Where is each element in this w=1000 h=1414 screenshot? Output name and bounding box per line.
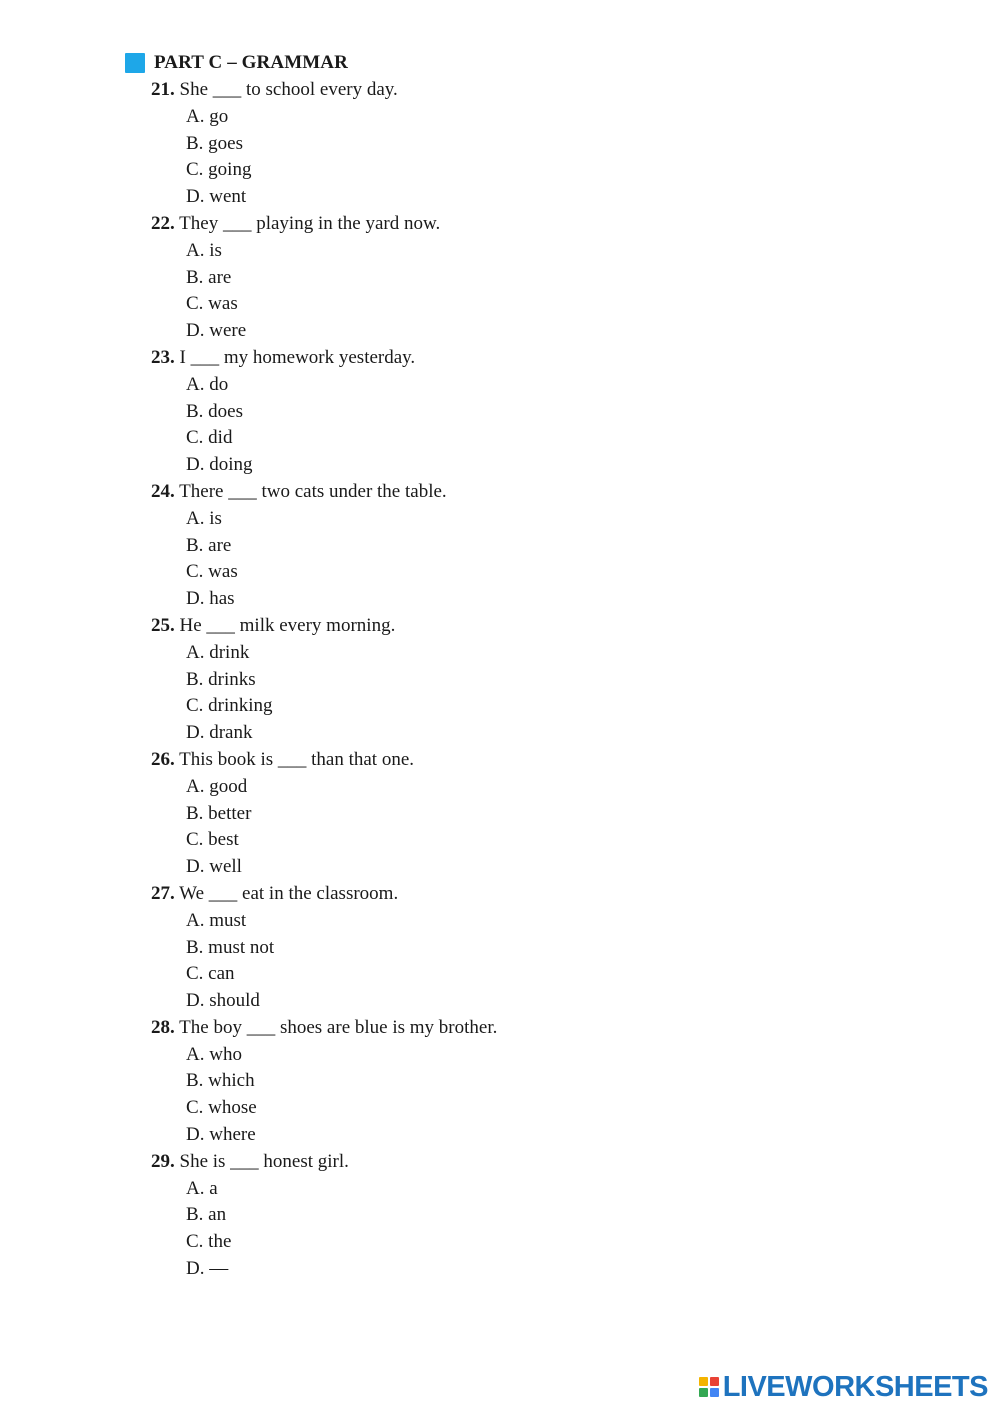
answer-option[interactable]: D. went [186,186,247,208]
question-21 [151,77,931,211]
answer-option[interactable]: A. good [186,775,248,797]
question-25 [151,613,931,747]
question-24 [151,479,931,613]
question-text: She ___ to school every day. [179,79,398,100]
answer-option[interactable]: D. well [186,856,242,878]
answer-option[interactable]: D. where [186,1124,256,1146]
answer-option[interactable]: C. was [186,293,238,315]
answer-option[interactable]: B. are [186,534,232,556]
logo-square-blue [710,1388,719,1397]
answer-option[interactable]: C. whose [186,1097,257,1119]
question-27 [151,881,931,1015]
question-29 [151,1149,931,1283]
answer-option[interactable]: D. should [186,990,260,1012]
answer-option[interactable]: A. who [186,1043,242,1065]
answer-option[interactable]: C. can [186,963,235,985]
answer-option[interactable]: A. do [186,373,229,395]
section-marker-icon [125,53,145,73]
question-line [151,479,931,506]
answer-option[interactable]: D. — [186,1258,229,1280]
answer-option[interactable]: A. is [186,239,222,261]
question-text: There ___ two cats under the table. [179,480,447,502]
question-text: The boy ___ shoes are blue is my brother. [179,1016,498,1038]
question-text: They ___ playing in the yard now. [179,212,441,234]
question-22 [151,211,931,345]
question-number: 26. [151,748,175,770]
answer-option[interactable]: B. better [186,802,252,824]
question-number: 24. [151,480,175,502]
question-23 [151,345,931,479]
logo-square-yellow [699,1377,708,1386]
question-list [151,77,931,1283]
question-line [151,613,931,640]
logo-square-green [699,1388,708,1397]
section-title: PART C – GRAMMAR [154,52,348,73]
answer-option[interactable]: D. has [186,588,235,610]
answer-option[interactable]: C. the [186,1231,232,1253]
answer-option[interactable]: B. does [186,400,243,422]
section-header [125,50,348,76]
answer-option[interactable]: C. did [186,427,233,449]
answer-option[interactable]: C. best [186,829,239,851]
answer-option[interactable]: A. go [186,105,229,127]
answer-option[interactable]: B. must not [186,936,275,958]
question-line [151,881,931,908]
answer-option[interactable]: D. drank [186,722,253,744]
answer-option[interactable]: A. a [186,1177,218,1199]
question-line [151,747,931,774]
question-28 [151,1015,931,1149]
question-line [151,1015,931,1042]
question-number: 29. [151,1150,175,1172]
answer-option[interactable]: A. drink [186,641,250,663]
answer-option[interactable]: B. are [186,266,232,288]
question-text: This book is ___ than that one. [179,748,415,770]
question-number: 22. [151,212,175,234]
answer-option[interactable]: A. is [186,507,222,529]
answer-option[interactable]: C. drinking [186,695,273,717]
question-text: We ___ eat in the classroom. [179,882,399,904]
answer-option[interactable]: C. going [186,159,252,181]
question-text: She is ___ honest girl. [179,1150,349,1172]
logo-square-red [710,1377,719,1386]
question-number: 27. [151,882,175,904]
question-text: He ___ milk every morning. [179,614,396,636]
answer-option[interactable]: B. which [186,1070,255,1092]
liveworksheets-logo-icon [699,1377,719,1397]
question-line [151,211,931,238]
question-number: 23. [151,346,175,368]
question-number: 28. [151,1016,175,1038]
answer-option[interactable]: C. was [186,561,238,583]
question-number: 25. [151,614,175,636]
answer-option[interactable]: B. an [186,1204,227,1226]
question-text: I ___ my homework yesterday. [179,346,416,368]
question-number: 21. [151,79,175,100]
answer-option[interactable]: D. doing [186,454,253,476]
question-line [151,345,931,372]
brand-name: LIVEWORKSHEETS [722,1370,988,1403]
question-26 [151,747,931,881]
answer-option[interactable]: B. drinks [186,668,256,690]
answer-option[interactable]: A. must [186,909,247,931]
answer-option[interactable]: D. were [186,320,247,342]
brand-footer [699,1372,988,1402]
question-line [151,1149,931,1176]
answer-option[interactable]: B. goes [186,132,243,154]
question-line [151,77,931,104]
